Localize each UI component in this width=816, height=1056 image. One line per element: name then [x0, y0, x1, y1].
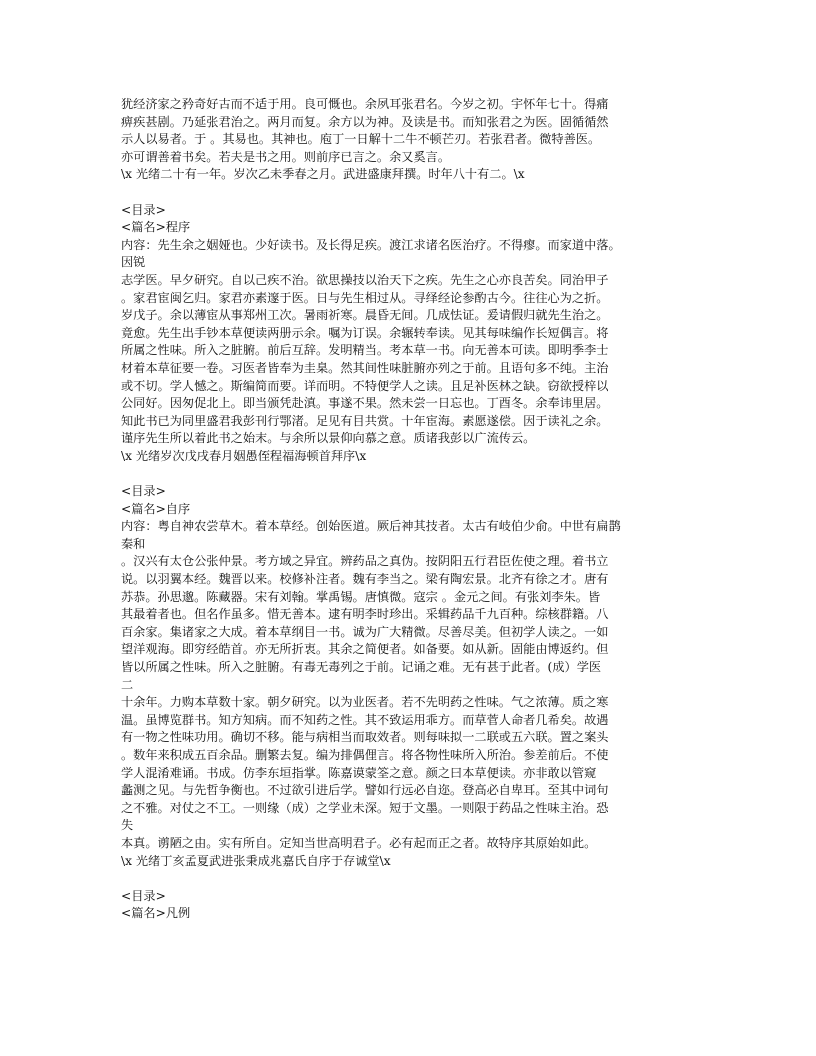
text-line: 知此书已为同里盛君我彭刊行鄂渚。足见有目共赏。十年宦海。素愿遂偿。因于读礼之余。 [121, 413, 609, 428]
text-line: \x 光绪岁次戊戌春月姻愚侄程福海顿首拜序\x [121, 448, 367, 463]
document-body [121, 96, 701, 923]
text-line: 。数年来积成五百余品。删繁去复。编为排偶俚言。将各物性味所入所治。参差前后。不使 [121, 747, 609, 762]
text-line: <篇名>程序 [121, 220, 191, 235]
text-line: 所属之性味。所入之脏腑。前后互辞。发明精当。考本草一书。向无善本可读。即明季李士 [121, 343, 609, 358]
text-line: 或不切。学人憾之。斯编简而要。详而明。不特便学人之读。且足补医林之缺。窃欲授梓以 [121, 378, 609, 393]
text-line: 二 [121, 677, 134, 692]
text-line: 十余年。力购本草数十家。朝夕研究。以为业医者。若不先明药之性味。气之浓薄。质之寒 [121, 695, 609, 710]
text-block [121, 483, 701, 870]
text-line: 其最着者也。但名作虽多。惜无善本。逮有明李时珍出。采辑药品千九百种。综核群籍。八 [121, 607, 609, 622]
text-line: 谨序先生所以着此书之始末。与余所以景仰向慕之意。质诸我彭以广流传云。 [121, 431, 536, 446]
text-line: \x 光绪丁亥孟夏武进张秉成兆嘉氏自序于存诚堂\x [121, 853, 391, 868]
text-line: 亦可谓善着书矣。若夫是书之用。则前序已言之。余又奚言。 [121, 149, 451, 164]
text-line: 公同好。因匆促北上。即当颁凭赴滇。事遂不果。然未尝一日忘也。丁酉冬。余奉讳里居。 [121, 396, 609, 411]
text-line: <篇名>凡例 [121, 906, 191, 921]
paragraph-gap [121, 870, 701, 888]
text-line: 苏恭。孙思邈。陈藏器。宋有刘翰。掌禹锡。唐慎微。寇宗 。金元之间。有张刘李朱。皆 [121, 589, 601, 604]
text-line: 秦和 [121, 536, 146, 551]
text-line: 岁戊子。余以薄宦从事郑州工次。暑雨祈寒。晨昏无间。几成怯证。爰请假归就先生治之。 [121, 308, 609, 323]
text-block [121, 202, 701, 466]
text-block [121, 96, 701, 184]
text-line: 之不雅。对仗之不工。一则缘（成）之学业未深。短于文墨。一则限于药品之性味主治。恐 [121, 800, 609, 815]
text-line: 内容：先生余之姻娅也。少好读书。及长得足疾。渡江求诸名医治疗。不得瘳。而家道中落。 [121, 237, 621, 252]
text-line: <目录> [121, 202, 166, 217]
text-line: 竟愈。先生出手钞本草便读两册示余。嘱为订误。余辗转奉读。见其每味编作长短偶言。将 [121, 325, 609, 340]
paragraph-gap [121, 184, 701, 202]
text-line: 犹经济家之矜奇好古而不适于用。良可慨也。余夙耳张君名。今岁之初。宇怀年七十。得痛 [121, 97, 609, 111]
text-line: 。汉兴有太仓公张仲景。考方域之异宜。辨药品之真伪。按阴阳五行君臣佐使之理。着书立 [121, 554, 609, 569]
text-line: 内容：粤自神农尝草木。着本草经。创始医道。厥后神其技者。太古有岐伯少俞。中世有扁鹊 [121, 519, 621, 534]
text-line: 痹疾甚剧。乃延张君治之。两月而复。余方以为神。及读是书。而知张君之为医。固循循然 [121, 114, 609, 129]
text-line: 蠡测之见。与先哲争衡也。不过欲引进后学。譬如行远必自迩。登高必自卑耳。至其中词句 [121, 783, 609, 798]
text-line: 温。虽博览群书。知方知病。而不知药之性。其不致运用乖方。而草菅人命者几希矣。故遇 [121, 712, 609, 727]
text-line: \x 光绪二十有一年。岁次乙未季春之月。武进盛康拜撰。时年八十有二。\x [121, 167, 525, 182]
text-line: 百余家。集诸家之大成。着本草纲目一书。诚为广大精微。尽善尽美。但初学人读之。一如 [121, 624, 609, 639]
text-line: <目录> [121, 888, 166, 903]
paragraph-gap [121, 465, 701, 483]
text-line: 说。以羽翼本经。魏晋以来。校修补注者。魏有李当之。梁有陶宏景。北齐有徐之才。唐有 [121, 572, 609, 587]
text-line: 失 [121, 818, 134, 833]
text-line: 本真。谫陋之由。实有所自。定知当世高明君子。必有起而正之者。故特序其原始如此。 [121, 835, 597, 850]
text-line: 因锐 [121, 255, 146, 270]
text-line: 志学医。早夕研究。自以己疾不治。欲思操技以治天下之疾。先生之心亦良苦矣。同治甲子 [121, 272, 609, 287]
text-line: 望洋观海。即穷经皓首。亦无所折衷。其余之简便者。如备要。如从新。固能由博返约。但 [121, 642, 609, 657]
text-line: <目录> [121, 484, 166, 499]
text-block [121, 888, 701, 923]
text-line: 有一物之性味功用。确切不移。能与病相当而取效者。则每味拟一二联或五六联。置之案头 [121, 730, 609, 745]
text-line: 。家君宦闽乞归。家君亦素邃于医。日与先生相过从。寻绎经论参酌古今。往往心为之折。 [121, 290, 609, 305]
text-line: 示人以易者。于 。其易也。其神也。庖丁一日解十二牛不顿芒刃。若张君者。微特善医。 [121, 132, 601, 147]
text-line: 材着本草征要一卷。习医者皆奉为圭臬。然其间性味脏腑亦列之于前。且语句多不纯。主治 [121, 360, 609, 375]
text-line: 学人混淆难诵。书成。仿李东垣指掌。陈嘉谟蒙筌之意。颜之曰本草便读。亦非敢以管窥 [121, 765, 597, 780]
text-line: <篇名>自序 [121, 501, 191, 516]
text-line: 皆以所属之性味。所入之脏腑。有毒无毒列之于前。记诵之难。无有甚于此者。(成）学医 [121, 660, 602, 674]
